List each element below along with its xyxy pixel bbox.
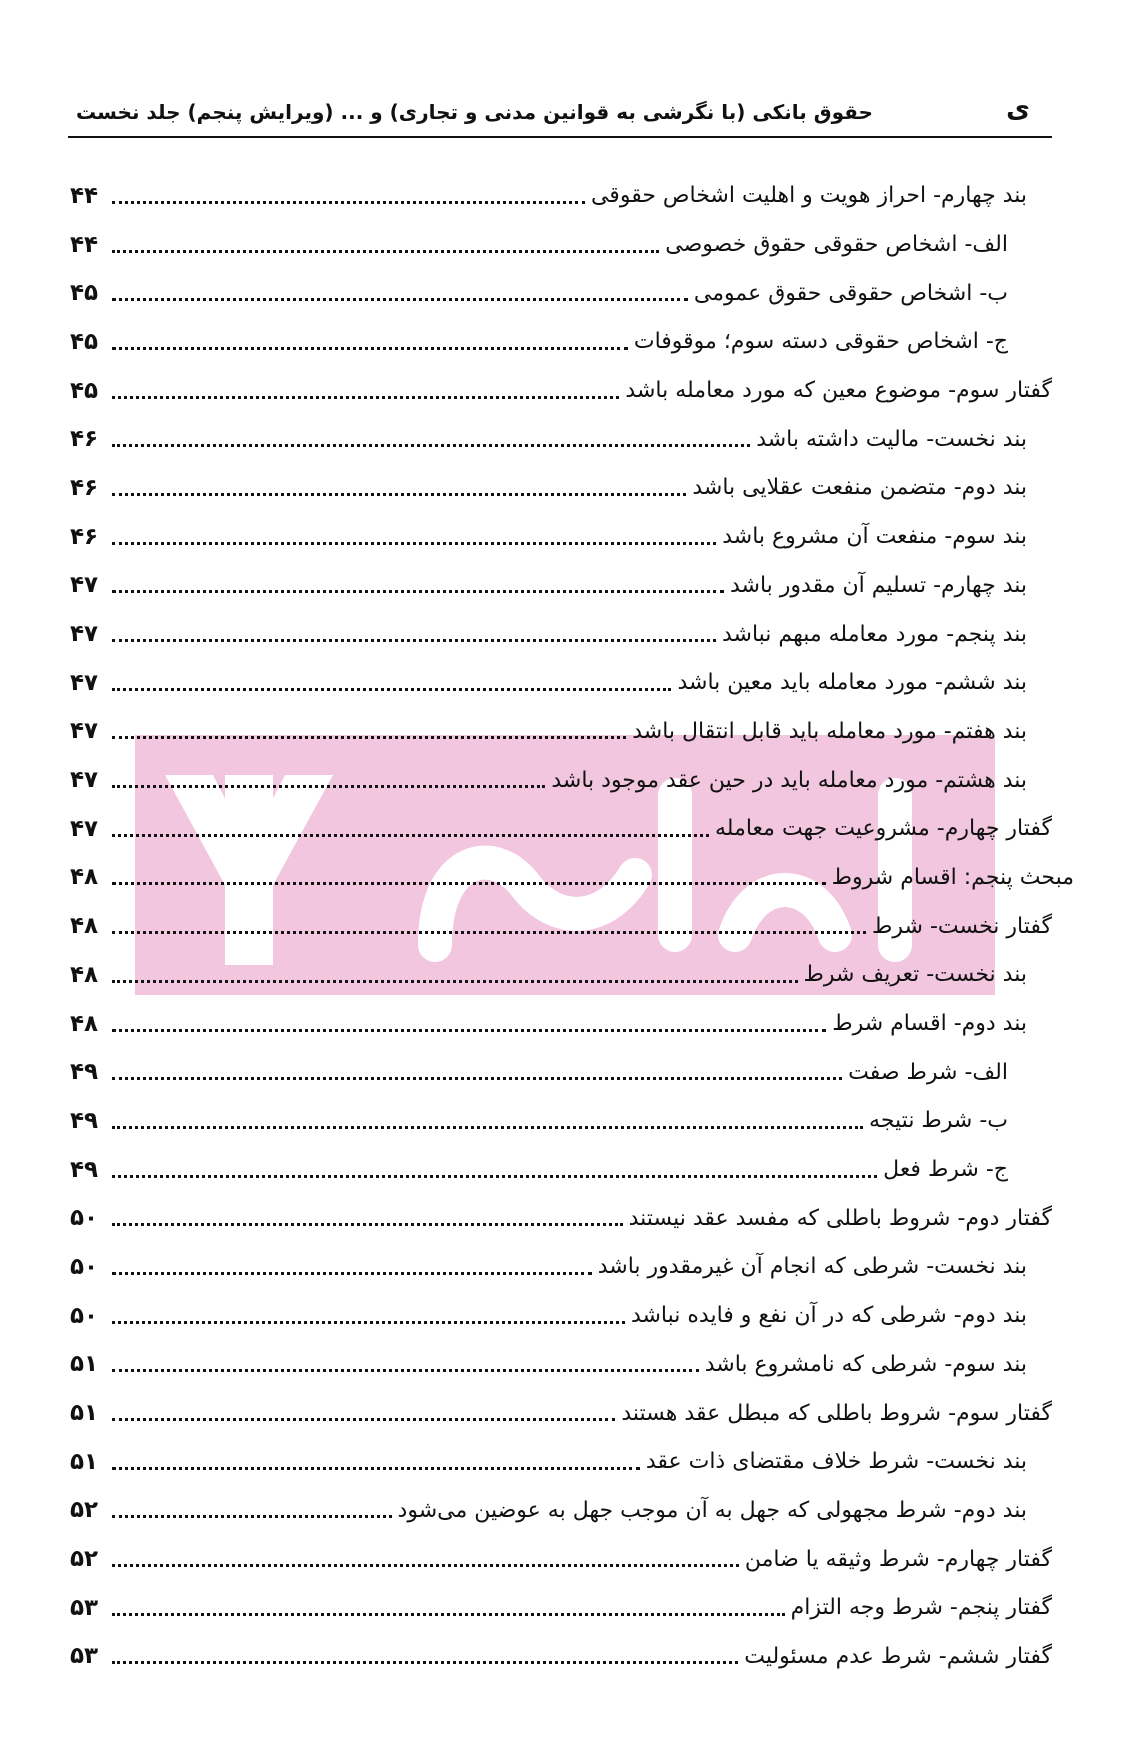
toc-entry xyxy=(70,1243,1052,1292)
toc-entry xyxy=(70,902,1052,951)
dot-leader xyxy=(112,1467,640,1470)
toc-entry-page: ۴۶ xyxy=(70,426,99,453)
toc-entry xyxy=(70,1194,1052,1243)
toc-entry xyxy=(70,221,1052,270)
dot-leader xyxy=(112,931,866,934)
toc-entry xyxy=(70,415,1052,464)
toc-entry-title: بند دوم- متضمن منفعت عقلایی باشد xyxy=(692,475,1027,501)
toc-entry xyxy=(70,562,1052,611)
toc-entry xyxy=(70,367,1052,416)
toc-entry xyxy=(70,756,1052,805)
dot-leader xyxy=(112,396,619,399)
toc-entry-page: ۴۶ xyxy=(70,474,99,501)
toc-entry-title: بند هشتم- مورد معامله باید در حین عقد موجود باشد xyxy=(551,767,1027,793)
toc-entry xyxy=(70,1146,1052,1195)
toc-entry-title: ب- اشخاص حقوقی حقوق عمومی xyxy=(693,280,1008,306)
toc-entry-title: بند نخست- تعریف شرط xyxy=(803,962,1027,988)
toc-entry-title: الف- شرط صفت xyxy=(848,1059,1008,1085)
dot-leader xyxy=(112,1515,392,1518)
toc-entry-page: ۴۸ xyxy=(70,961,99,988)
toc-entry-page: ۴۷ xyxy=(70,767,99,794)
dot-leader xyxy=(112,1661,738,1664)
dot-leader xyxy=(112,493,686,496)
toc-entry-title: بند دوم- شرطی که در آن نفع و فایده نباشد xyxy=(630,1303,1027,1329)
dot-leader xyxy=(112,1272,592,1275)
dot-leader xyxy=(112,736,626,739)
toc-entry xyxy=(70,172,1052,221)
toc-entry-page: ۵۱ xyxy=(70,1351,99,1378)
toc-entry-title: بند دوم- شرط مجهولی که جهل به آن موجب جهل به عوضین می‌شود xyxy=(397,1497,1027,1523)
toc-entry-title: مبحث پنجم: اقسام شروط xyxy=(831,864,1074,890)
toc-entry-page: ۵۰ xyxy=(70,1205,99,1232)
toc-entry-title: گفتار نخست- شرط xyxy=(872,913,1052,939)
toc-entry-page: ۵۲ xyxy=(70,1497,99,1524)
toc-entry-page: ۴۸ xyxy=(70,913,99,940)
dot-leader xyxy=(112,882,826,885)
toc-entry xyxy=(70,1389,1052,1438)
dot-leader xyxy=(112,834,709,837)
toc-entry-title: بند نخست- شرط خلاف مقتضای ذات عقد xyxy=(645,1449,1027,1475)
dot-leader xyxy=(112,590,724,593)
dot-leader xyxy=(112,201,585,204)
toc-entry xyxy=(70,318,1052,367)
toc-entry xyxy=(70,1341,1052,1390)
toc-entry-page: ۴۹ xyxy=(70,1107,99,1134)
toc-entry-title: الف- اشخاص حقوقی حقوق خصوصی xyxy=(665,232,1008,258)
dot-leader xyxy=(112,688,671,691)
toc-entry xyxy=(70,805,1052,854)
toc-entry-title: بند نخست- مالیت داشته باشد xyxy=(756,426,1027,452)
dot-leader xyxy=(112,1613,785,1616)
toc-entry xyxy=(70,854,1074,903)
dot-leader xyxy=(112,250,659,253)
dot-leader xyxy=(112,298,688,301)
toc-entry-page: ۵۳ xyxy=(70,1594,99,1621)
toc-entry xyxy=(70,1438,1052,1487)
dot-leader xyxy=(112,1223,623,1226)
dot-leader xyxy=(112,1564,739,1567)
toc-entry-page: ۴۷ xyxy=(70,718,99,745)
toc-entry xyxy=(70,269,1052,318)
toc-entry xyxy=(70,610,1052,659)
dot-leader xyxy=(112,1126,863,1129)
dot-leader xyxy=(112,1175,877,1178)
toc-entry-page: ۵۳ xyxy=(70,1643,99,1670)
running-title: حقوق بانکی (با نگرشی به قوانین مدنی و تجاری) و ... (ویرایش پنجم) جلد نخست xyxy=(76,100,873,124)
toc-entry-page: ۴۵ xyxy=(70,328,99,355)
toc-entry-page: ۴۷ xyxy=(70,621,99,648)
toc-entry-page: ۵۰ xyxy=(70,1253,99,1280)
toc-entry-title: بند سوم- منفعت آن مشروع باشد xyxy=(722,524,1027,550)
dot-leader xyxy=(112,639,716,642)
toc-entry-title: بند هفتم- مورد معامله باید قابل انتقال باشد xyxy=(632,718,1027,744)
running-header xyxy=(68,88,1052,138)
toc-entry-title: ب- شرط نتیجه xyxy=(869,1108,1008,1134)
toc-entry-title: ج- اشخاص حقوقی دسته سوم؛ موقوفات xyxy=(633,329,1008,355)
toc-entry-page: ۵۱ xyxy=(70,1448,99,1475)
toc-entry-title: بند ششم- مورد معامله باید معین باشد xyxy=(677,670,1027,696)
toc-entry-title: گفتار سوم- موضوع معین که مورد معامله باشد xyxy=(625,378,1052,404)
dot-leader xyxy=(112,1029,826,1032)
toc-entry-page: ۴۸ xyxy=(70,864,99,891)
toc-entry-page: ۴۴ xyxy=(70,182,99,209)
toc-entry-page: ۴۷ xyxy=(70,815,99,842)
toc-entry xyxy=(70,659,1052,708)
toc-entry-page: ۵۱ xyxy=(70,1400,99,1427)
dot-leader xyxy=(112,1369,699,1372)
toc-entry-title: بند چهارم- احراز هویت و اهلیت اشخاص حقوقی xyxy=(590,183,1027,209)
dot-leader xyxy=(112,785,545,788)
toc-entry xyxy=(70,951,1052,1000)
toc-entry xyxy=(70,1535,1052,1584)
toc-entry-title: بند چهارم- تسلیم آن مقدور باشد xyxy=(730,572,1027,598)
dot-leader xyxy=(112,1418,615,1421)
toc-entry-page: ۴۷ xyxy=(70,669,99,696)
toc-entry-page: ۴۸ xyxy=(70,1010,99,1037)
dot-leader xyxy=(112,444,750,447)
toc-entry-title: بند دوم- اقسام شرط xyxy=(832,1011,1027,1037)
toc-entry-page: ۴۴ xyxy=(70,231,99,258)
toc-entry-title: بند نخست- شرطی که انجام آن غیرمقدور باشد xyxy=(597,1254,1027,1280)
toc-entry-title: گفتار ششم- شرط عدم مسئولیت xyxy=(744,1643,1052,1669)
dot-leader xyxy=(112,542,716,545)
toc-entry xyxy=(70,464,1052,513)
toc-entry xyxy=(70,1633,1052,1682)
toc-entry-page: ۴۹ xyxy=(70,1059,99,1086)
toc-entry-title: گفتار چهارم- شرط وثیقه یا ضامن xyxy=(744,1546,1052,1572)
toc-entry xyxy=(70,513,1052,562)
toc-entry-title: گفتار چهارم- مشروعیت جهت معامله xyxy=(714,816,1052,842)
dot-leader xyxy=(112,1321,625,1324)
toc-entry xyxy=(70,708,1052,757)
toc-entry-title: گفتار پنجم- شرط وجه التزام xyxy=(790,1595,1052,1621)
page-number-letter: ی xyxy=(1006,94,1030,124)
toc-entry xyxy=(70,1097,1052,1146)
toc-entry xyxy=(70,1584,1052,1633)
table-of-contents xyxy=(70,172,1074,1681)
dot-leader xyxy=(112,347,628,350)
toc-entry-page: ۴۵ xyxy=(70,280,99,307)
toc-entry-page: ۵۰ xyxy=(70,1302,99,1329)
toc-entry xyxy=(70,1048,1052,1097)
toc-entry-title: بند سوم- شرطی که نامشروع باشد xyxy=(704,1351,1027,1377)
toc-entry-title: بند پنجم- مورد معامله مبهم نباشد xyxy=(721,621,1027,647)
toc-entry-page: ۴۵ xyxy=(70,377,99,404)
toc-entry-title: ج- شرط فعل xyxy=(883,1157,1008,1183)
toc-entry-page: ۴۷ xyxy=(70,572,99,599)
toc-entry-page: ۵۲ xyxy=(70,1546,99,1573)
toc-entry-title: گفتار دوم- شروط باطلی که مفسد عقد نیستند xyxy=(628,1205,1052,1231)
dot-leader xyxy=(112,980,798,983)
toc-entry-page: ۴۹ xyxy=(70,1156,99,1183)
toc-entry xyxy=(70,1487,1052,1536)
dot-leader xyxy=(112,1077,842,1080)
toc-entry xyxy=(70,1000,1052,1049)
toc-entry-page: ۴۶ xyxy=(70,523,99,550)
toc-entry xyxy=(70,1292,1052,1341)
toc-entry-title: گفتار سوم- شروط باطلی که مبطل عقد هستند xyxy=(621,1400,1052,1426)
